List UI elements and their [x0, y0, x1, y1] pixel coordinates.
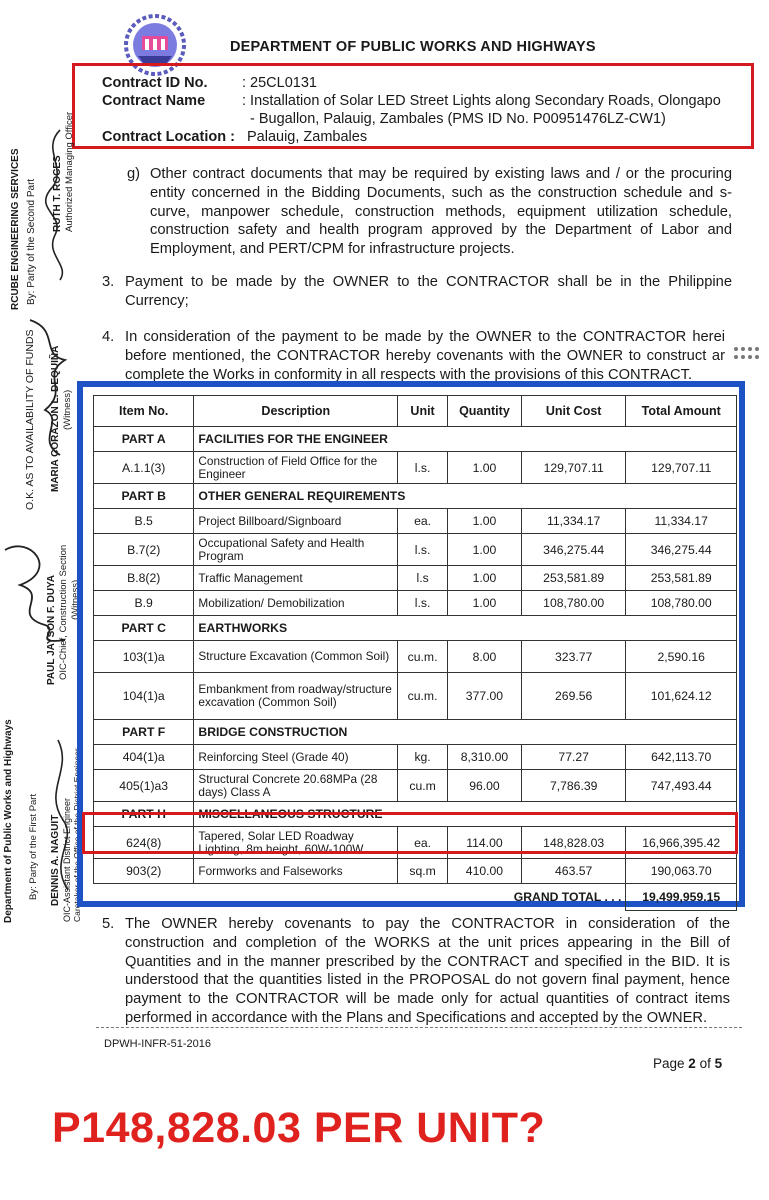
margin-authorized: Authorized Managing Officer — [64, 111, 75, 232]
cell-qty: 1.00 — [447, 534, 521, 566]
table-row — [94, 452, 737, 484]
signature-duya-icon — [0, 530, 75, 650]
cell-qty: 377.00 — [447, 673, 521, 720]
cell-total: 108,780.00 — [626, 591, 737, 616]
header-description: Description — [194, 396, 398, 427]
cell-item: 104(1)a — [94, 673, 194, 720]
contract-location-value: Palauig, Zambales — [247, 129, 368, 145]
contract-name-value-1: : Installation of Solar LED Street Lights along Secondary Roads, Olongapo — [242, 93, 721, 109]
part-code: PART C — [94, 616, 194, 641]
department-title: DEPARTMENT OF PUBLIC WORKS AND HIGHWAYS — [230, 39, 596, 55]
cell-unit: l.s. — [398, 452, 448, 484]
cell-item: 405(1)a3 — [94, 770, 194, 802]
cell-desc: Mobilization/ Demobilization — [194, 591, 398, 616]
header-unit-cost: Unit Cost — [521, 396, 625, 427]
cell-unit: l.s. — [398, 591, 448, 616]
para-3-text: Payment to be made by the OWNER to the CONTRACTOR shall be in the Philippine Currency; — [125, 274, 732, 309]
cell-total: 2,590.16 — [626, 641, 737, 673]
header-unit: Unit — [398, 396, 448, 427]
margin-by-second-party: By: Party of the Second Part — [26, 178, 37, 305]
part-row — [94, 484, 737, 509]
cell-desc: Embankment from roadway/structure excavation (Common Soil) — [194, 673, 398, 720]
cell-cost: 11,334.17 — [521, 509, 625, 534]
signature-roces-icon — [30, 120, 80, 320]
cell-unit: l.s. — [398, 534, 448, 566]
cell-item: 103(1)a — [94, 641, 194, 673]
part-code: PART A — [94, 427, 194, 452]
cell-item: 404(1)a — [94, 745, 194, 770]
cell-qty: 1.00 — [447, 452, 521, 484]
cell-desc: Project Billboard/Signboard — [194, 509, 398, 534]
cell-cost: 77.27 — [521, 745, 625, 770]
cell-unit: ea. — [398, 509, 448, 534]
cell-item: B.7(2) — [94, 534, 194, 566]
cell-item: 903(2) — [94, 859, 194, 884]
margin-rcube: RCUBE ENGINEERING SERVICES — [10, 148, 21, 310]
cell-unit: sq.m — [398, 859, 448, 884]
table-row — [94, 745, 737, 770]
para-4-marker: 4. — [102, 329, 115, 345]
part-code: PART F — [94, 720, 194, 745]
table-row — [94, 859, 737, 884]
cell-item: B.8(2) — [94, 566, 194, 591]
signature-dequina-icon — [20, 300, 80, 470]
cell-desc: Occupational Safety and Health Program — [194, 534, 398, 566]
grand-total-value: 19,499,959.15 — [626, 884, 737, 911]
cell-unit: cu.m — [398, 770, 448, 802]
table-header-row — [94, 396, 737, 427]
cell-unit: cu.m. — [398, 673, 448, 720]
para-4-text: In consideration of the payment to be made by the OWNER to the CONTRACTOR herei before mentioned, the CONTRACTOR hereby covenants with the OWNER to construct ar complete the Works in conformity in all respects with the provisions of this CONTRACT. — [125, 329, 725, 383]
cell-cost: 108,780.00 — [521, 591, 625, 616]
cell-cost: 463.57 — [521, 859, 625, 884]
cell-desc: Traffic Management — [194, 566, 398, 591]
page-total: 5 — [714, 1056, 723, 1071]
contract-name-label: Contract Name — [102, 93, 206, 109]
grand-total-row — [94, 884, 737, 911]
cell-item: B.9 — [94, 591, 194, 616]
cell-qty: 1.00 — [447, 509, 521, 534]
margin-witness-2: (Witness) — [70, 579, 81, 620]
cell-qty: 8.00 — [447, 641, 521, 673]
header-total-amount: Total Amount — [626, 396, 737, 427]
cell-qty: 1.00 — [447, 591, 521, 616]
part-name: FACILITIES FOR THE ENGINEER — [194, 427, 737, 452]
cell-item: B.5 — [94, 509, 194, 534]
margin-roces: RUTH T. ROCES — [52, 155, 63, 232]
cell-total: 190,063.70 — [626, 859, 737, 884]
part-code: PART H — [94, 802, 194, 827]
table-row — [94, 673, 737, 720]
para-g-text: Other contract documents that may be required by existing laws and / or the procuring entity concerned in the Bidding Documents, such as the construction schedule and s-curve, manpower schedule, construction methods, equipment utilization schedule, construction safety and health program approved by the Department of Labor and Employment, and PERT/CPM for infrastructure projects. — [150, 166, 732, 258]
cell-qty: 96.00 — [447, 770, 521, 802]
margin-oic: OIC-Assistant District Engineer — [62, 797, 72, 922]
cell-unit: kg. — [398, 745, 448, 770]
cell-total: 16,966,395.42 — [626, 827, 737, 859]
cell-qty: 1.00 — [447, 566, 521, 591]
para-5-marker: 5. — [102, 916, 115, 932]
margin-construction: OIC-Chief, Construction Section — [58, 544, 69, 680]
header-item-no: Item No. — [94, 396, 194, 427]
page-number — [653, 1056, 722, 1071]
cell-cost: 323.77 — [521, 641, 625, 673]
cell-desc: Structure Excavation (Common Soil) — [194, 641, 398, 673]
part-name: EARTHWORKS — [194, 616, 737, 641]
cell-unit: cu.m. — [398, 641, 448, 673]
cell-cost: 7,786.39 — [521, 770, 625, 802]
cell-item: A.1.1(3) — [94, 452, 194, 484]
table-row — [94, 770, 737, 802]
cell-total: 101,624.12 — [626, 673, 737, 720]
table-row — [94, 566, 737, 591]
cell-total: 129,707.11 — [626, 452, 737, 484]
row-624-highlight — [82, 812, 738, 854]
table-row — [94, 641, 737, 673]
margin-witness-1: (Witness) — [62, 389, 73, 430]
part-name: OTHER GENERAL REQUIREMENTS — [194, 484, 737, 509]
contract-id-value: : 25CL0131 — [242, 75, 317, 91]
header-quantity: Quantity — [447, 396, 521, 427]
cell-unit: l.s — [398, 566, 448, 591]
table-row — [94, 509, 737, 534]
cell-qty: 8,310.00 — [447, 745, 521, 770]
contract-id-label: Contract ID No. — [102, 75, 208, 91]
page-of: of — [699, 1056, 711, 1071]
part-name: BRIDGE CONSTRUCTION — [194, 720, 737, 745]
page-label: Page — [653, 1056, 685, 1071]
cell-total: 346,275.44 — [626, 534, 737, 566]
table-row — [94, 591, 737, 616]
part-name: MISCELLANEOUS STRUCTURE — [194, 802, 737, 827]
margin-dennis: DENNIS A. NAGUIT — [50, 814, 61, 906]
cell-desc: Tapered, Solar LED Roadway Lighting, 8m height, 60W-100W — [194, 827, 398, 859]
part-row — [94, 427, 737, 452]
footer-divider — [96, 1027, 742, 1028]
cell-cost: 346,275.44 — [521, 534, 625, 566]
cell-desc: Formworks and Falseworks — [194, 859, 398, 884]
cell-total: 11,334.17 — [626, 509, 737, 534]
cell-total: 642,113.70 — [626, 745, 737, 770]
part-code: PART B — [94, 484, 194, 509]
table-row — [94, 534, 737, 566]
cell-desc: Reinforcing Steel (Grade 40) — [194, 745, 398, 770]
cell-cost: 129,707.11 — [521, 452, 625, 484]
page-current: 2 — [688, 1056, 696, 1071]
form-code: DPWH-INFR-51-2016 — [104, 1038, 211, 1050]
cell-cost: 148,828.03 — [521, 827, 625, 859]
margin-by-first-party: By: Party of the First Part — [28, 793, 39, 900]
caption-headline: P148,828.03 PER UNIT? — [52, 1104, 546, 1152]
margin-dept: Department of Public Works and Highways — [3, 719, 14, 923]
contract-name-value-2: - Bugallon, Palauig, Zambales (PMS ID No. P00951476LZ-CW1) — [250, 111, 666, 127]
cell-qty: 410.00 — [447, 859, 521, 884]
margin-ok-funds: O.K. AS TO AVAILABILITY OF FUNDS — [24, 329, 36, 510]
cell-desc: Structural Concrete 20.68MPa (28 days) Class A — [194, 770, 398, 802]
para-3-marker: 3. — [102, 274, 115, 290]
cell-desc: Construction of Field Office for the Engineer — [194, 452, 398, 484]
cell-qty: 114.00 — [447, 827, 521, 859]
margin-dequina: MARIA CORAZON L. DEQUIÑA — [50, 345, 61, 492]
margin-duya: PAUL JAYSON F. DUYA — [46, 574, 57, 685]
cell-total: 253,581.89 — [626, 566, 737, 591]
contract-location-label: Contract Location : — [102, 129, 235, 145]
cell-unit: ea. — [398, 827, 448, 859]
part-row — [94, 616, 737, 641]
grand-total-label: GRAND TOTAL . . . — [94, 884, 626, 911]
margin-caretaker: Caretaker of the Office of the District Engineer — [72, 748, 82, 922]
drag-handle-icon[interactable] — [731, 343, 759, 365]
para-g-marker: g) — [127, 166, 141, 182]
cell-item: 624(8) — [94, 827, 194, 859]
cell-cost: 269.56 — [521, 673, 625, 720]
part-row — [94, 720, 737, 745]
cell-total: 747,493.44 — [626, 770, 737, 802]
para-5-text: The OWNER hereby covenants to pay the CONTRACTOR in consideration of the construction and completion of the WORKS at the unit prices appearing in the Bill of Quantities and in the manner prescribed by the CONTRACT and specified in the BID. It is understood that the quantities listed in the PROPOSAL do not govern final payment, hence payment to the CONTRACTOR will be made only for actual quantities of contract items performed in accordance with the Plans and Specifications and accepted by the OWNER. — [125, 916, 730, 1026]
cell-cost: 253,581.89 — [521, 566, 625, 591]
